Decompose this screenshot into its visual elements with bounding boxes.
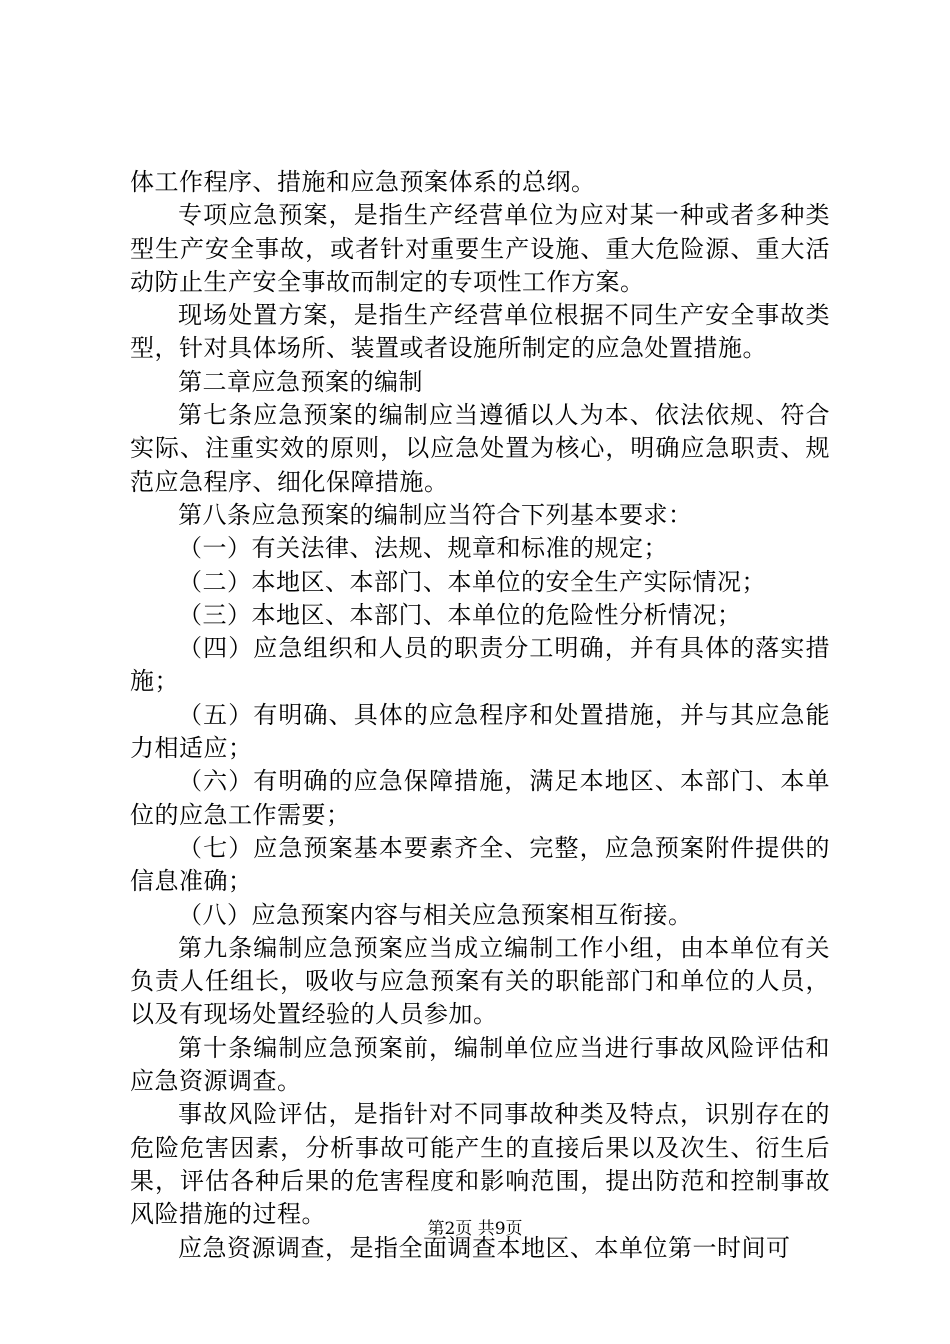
paragraph-resource-survey: 应急资源调查，是指全面调查本地区、本单位第一时间可 <box>178 1233 791 1262</box>
page-footer: 第2页 共9页 <box>427 1219 523 1239</box>
paragraph-onsite-plan: 现场处置方案，是指生产经营单位根据不同生产安全事故类型，针对具体场所、装置或者设施所制定的应急处置措施。 <box>130 301 830 363</box>
list-item-1: （一）有关法律、法规、规章和标准的规定； <box>178 534 668 563</box>
paragraph-risk-assessment: 事故风险评估，是指针对不同事故种类及特点，识别存在的危险危害因素，分析事故可能产生的直接后果以及次生、衍生后果，评估各种后果的危害程度和影响范围，提出防范和控制事故风险措施的过程。 <box>130 1100 830 1229</box>
paragraph-special-plan: 专项应急预案，是指生产经营单位为应对某一种或者多种类型生产安全事故，或者针对重要生产设施、重大危险源、重大活动防止生产安全事故而制定的专项性工作方案。 <box>130 201 830 296</box>
paragraph-article-10: 第十条编制应急预案前，编制单位应当进行事故风险评估和应急资源调查。 <box>130 1033 830 1096</box>
paragraph-article-9: 第九条编制应急预案应当成立编制工作小组，由本单位有关负责人任组长，吸收与应急预案有关的职能部门和单位的人员，以及有现场处置经验的人员参加。 <box>130 933 830 1029</box>
list-item-6: （六）有明确的应急保障措施，满足本地区、本部门、本单位的应急工作需要； <box>130 767 830 829</box>
list-item-4: （四）应急组织和人员的职责分工明确，并有具体的落实措施； <box>130 634 830 696</box>
list-item-3: （三）本地区、本部门、本单位的危险性分析情况； <box>178 600 742 629</box>
paragraph-continuation: 体工作程序、措施和应急预案体系的总纲。 <box>130 168 596 196</box>
list-item-2: （二）本地区、本部门、本单位的安全生产实际情况； <box>178 567 766 596</box>
chapter-heading: 第二章应急预案的编制 <box>178 367 423 396</box>
paragraph-article-8: 第八条应急预案的编制应当符合下列基本要求： <box>178 500 693 529</box>
body-text <box>130 166 830 1265</box>
list-item-7: （七）应急预案基本要素齐全、完整，应急预案附件提供的信息准确； <box>130 833 830 896</box>
list-item-5: （五）有明确、具体的应急程序和处置措施，并与其应急能力相适应； <box>130 700 830 763</box>
list-item-8: （八）应急预案内容与相关应急预案相互衔接。 <box>178 900 693 929</box>
paragraph-article-7: 第七条应急预案的编制应当遵循以人为本、依法依规、符合实际、注重实效的原则，以应急处置为核心，明确应急职责、规范应急程序、细化保障措施。 <box>130 401 830 496</box>
